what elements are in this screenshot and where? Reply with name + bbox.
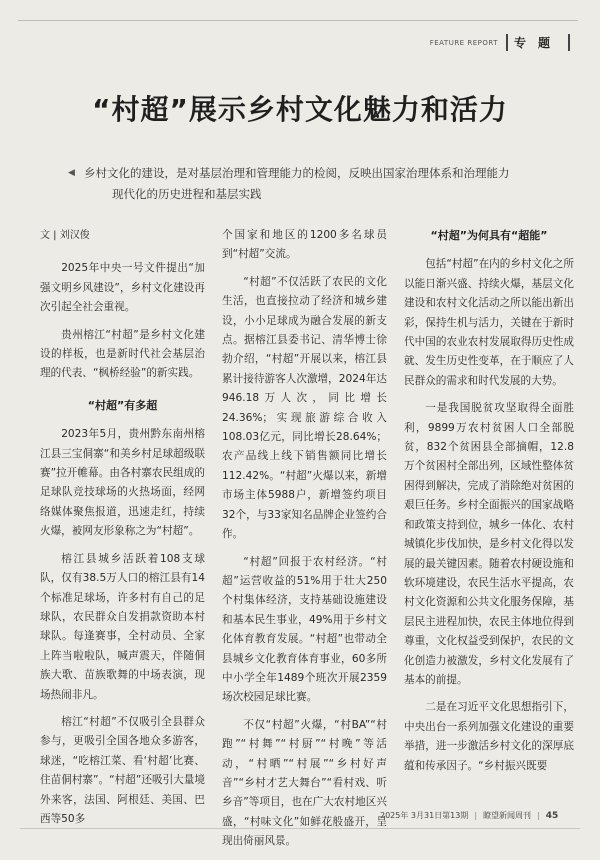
top-rule — [18, 20, 578, 21]
footer-separator: | — [474, 811, 478, 820]
paragraph: 一是我国脱贫攻坚取得全面胜利，9899万农村贫困人口全部脱贫，832个贫困县全部摘帽，12.8万个贫困村全部出列，区域性整体贫困得到解决，完成了消除绝对贫困的艰巨任务。乡村全面振兴的国家战略和政策支持到位，城乡一体化、农村城镇化步伐加快，是乡村文化得以发展的最关键因素。随着农村硬设施和软环境建设，农民生活水平提高，农村文化资源和公共文化服务保障，基层民主进程加快，农民主体地位得到尊重，文化权益受到保护，农民的文化创造力被激发，乡村文化发展有了基本的前提。 — [404, 402, 574, 686]
lede-line-2: 现代化的历史进程和基层实践 — [112, 187, 262, 201]
paragraph: 二是在习近平文化思想指引下，中央出台一系列加强文化建设的重要举措，进一步激活乡村文化的深厚底蕴和传承因子。“乡村振兴既要 — [404, 701, 574, 772]
paragraph: 榕江“村超”不仅吸引全县群众参与，更吸引全国各地众多游客，球迷，“吃榕江菜、看‘村超’比赛、住苗侗村寨”。“村超”还吸引大量境外来客，法国、阿根廷、美国、巴西等50多 — [40, 715, 205, 825]
paragraph: 不仅“村超”火爆，“村BA”“村跑”“村舞”“村厨”“村晚”等活动，“村晒”“村展”“乡村好声音”“乡村才艺大舞台”“看村戏、听乡音”等项目，也在广大农村地区兴盛，“村味文化”如鲜花般盛开，呈现出倚丽风景。 — [222, 718, 387, 848]
lede-line-1: 乡村文化的建设，是对基层治理和管理能力的检阅，反映出国家治理体系和治理能力 — [84, 166, 510, 180]
paragraph: 个国家和地区的1200多名球员到“村超”交流。 — [222, 229, 387, 261]
section-heading: “村超”有多超 — [87, 398, 158, 412]
page-footer — [380, 810, 580, 821]
byline: 文 | 刘汉俊 — [40, 230, 90, 241]
article-lede — [68, 163, 554, 205]
footer-separator: | — [537, 811, 540, 820]
footer-date-issue: 2025年 3月31日第13期 — [380, 811, 469, 820]
bottom-rule — [20, 828, 580, 829]
section-heading: “村超”为何具有“超能” — [430, 229, 548, 242]
article-title: “村超”展示乡村文化魅力和活力 — [92, 93, 508, 126]
section-tag — [430, 34, 570, 51]
column-3 — [404, 226, 574, 784]
paragraph: 2025年中央一号文件提出“加强文明乡风建设”，乡村文化建设再次引起全社会重视。 — [40, 262, 205, 314]
section-tag-cn: 专题 — [506, 34, 570, 51]
paragraph: 包括“村超”在内的乡村文化之所以能日渐兴盛、持续火爆，基层文化建设和农村文化活动之所以能出新出彩，保持生机与活力，关键在于新时代中国的农业农村发展取得历史性成就、发生历史性变革，在于顺应了人民群众的需求和时代发展的大势。 — [404, 258, 574, 387]
column-1 — [40, 226, 205, 837]
column-2 — [222, 226, 387, 860]
paragraph: “村超”回报于农村经济。“村超”运营收益的51%用于壮大250个村集体经济，支持基础设施建设和基本民生事业，49%用于乡村文化体育教育发展。“村超”也带动全县城乡文化教育体育事业，60多所中小学全年1489个班次开展2359场次校园足球比赛。 — [222, 555, 387, 704]
lede-arrow-icon: ◀ — [68, 168, 75, 178]
paragraph: 贵州榕江“村超”是乡村文化建设的样板，也是新时代社会基层治理的代表、“枫桥经验”的新实践。 — [40, 328, 205, 380]
paragraph: 2023年5月，贵州黔东南州榕江县三宝侗寨“和美乡村足球超级联赛”拉开帷幕。由各村寨农民组成的足球队竞技球场的火热场面，经网络媒体聚焦报道，迅速走红，持续火爆，被网友形象称之为“村超”。 — [40, 428, 205, 538]
footer-brand: 瞭望新闻周刊 — [483, 811, 532, 820]
paragraph: “村超”不仅活跃了农民的文化生活，也直接拉动了经济和城乡建设，小小足球成为融合发展的新支点。据榕江县委书记、清华博士徐勃介绍，“村超”开展以来，榕江县累计接待游客人次激增，2024年达946.18万人次，同比增长24.36%；实现旅游综合收入108.03亿元，同比增长28.64%；农产品线上线下销售额同比增长112.42%。“村超”火爆以来，新增市场主体5988户，新增签约项目32个，与33家知名品牌企业签约合作。 — [222, 275, 387, 541]
section-tag-en: FEATURE REPORT — [429, 38, 498, 47]
paragraph: 榕江县城乡活跃着108支球队，仅有38.5万人口的榕江县有14个标准足球场，许多村有自己的足球队，农民群众自发捐款资助本村球队。每逢赛事，全村动员、全家上阵当啦啦队，喊声震天，伴随侗族大歌、苗族歌舞的中场表演，现场热闹非凡。 — [40, 552, 205, 701]
page-number: 45 — [545, 810, 559, 821]
